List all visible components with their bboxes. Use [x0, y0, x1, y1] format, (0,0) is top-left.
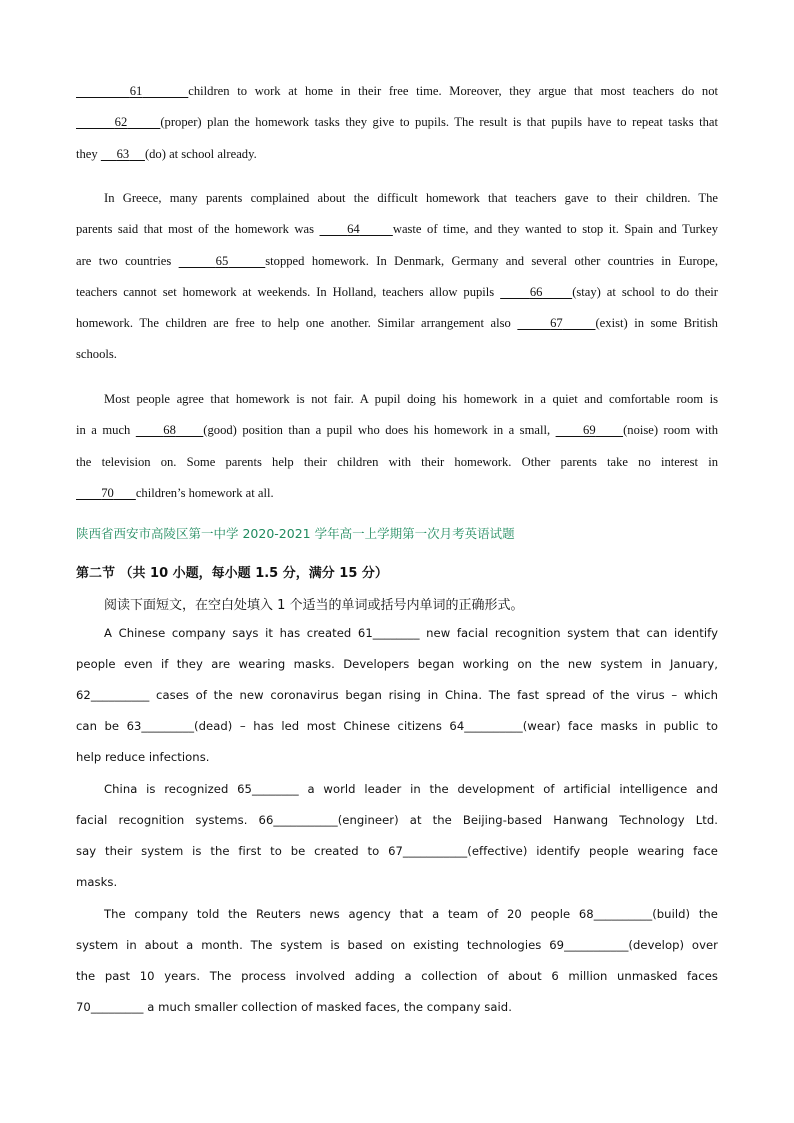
text-line: help reduce infections.: [76, 750, 210, 764]
text-line: A Chinese company says it has created 61________ new facial recognition system that can identify: [104, 626, 718, 640]
text-line: the television on. Some parents help their children with their homework. Other parents take no interest in: [76, 455, 718, 469]
blank-70: 70: [101, 486, 114, 500]
text-line: masks.: [76, 875, 118, 889]
text-line: The company told the Reuters news agency that a team of 20 people 68__________(build) the: [104, 907, 718, 921]
instruction: 阅读下面短文，在空白处填入 1 个适当的单词或括号内单词的正确形式。: [104, 598, 524, 613]
text-line: 62__________ cases of the new coronavirus began rising in China. The fast spread of the virus – which: [76, 688, 718, 702]
blank-66: 66: [529, 285, 543, 299]
text-line: people even if they are wearing masks. Developers began working on the new system in January,: [76, 657, 718, 671]
text-line: the past 10 years. The process involved adding a collection of about 6 million unmasked faces: [76, 969, 718, 983]
blank-61: 61: [129, 84, 143, 98]
text-line: Most people agree that homework is not fair. A pupil doing his homework in a quiet and comfortable room is: [104, 392, 718, 406]
source-title: 陕西省西安市高陵区第一中学 2020-2021 学年高一上学期第一次月考英语试题: [76, 526, 515, 541]
blank-62: 62: [114, 115, 128, 129]
text-line: teachers cannot set homework at weekends. In Holland, teachers allow pupils 66 (stay) at school to do their: [76, 285, 719, 299]
text-line: facial recognition systems. 66___________(engineer) at the Beijing-based Hanwang Technology Ltd.: [76, 813, 718, 827]
text-line: schools.: [76, 347, 117, 361]
text-line: 70_________ a much smaller collection of masked faces, the company said.: [76, 1000, 512, 1014]
blank-64: 64: [347, 222, 360, 236]
text-line: In Greece, many parents complained about the difficult homework that teachers gave to their children. The: [104, 191, 718, 205]
text-line: in a much 68 (good) position than a pupil who does his homework in a small, 69 (noise) room with: [76, 423, 718, 437]
text-line: [76, 115, 718, 130]
text-fragment: (proper) plan the homework tasks they give to pupils. The result is that pupils have to repeat tasks that: [160, 115, 718, 129]
text-line: China is recognized 65________ a world leader in the development of artificial intelligence and: [104, 782, 718, 796]
text-line: homework. The children are free to help one another. Similar arrangement also 67 (exist) in some British: [76, 316, 718, 330]
text-fragment: they: [76, 147, 101, 161]
text-fragment: children to work at home in their free time. Moreover, they argue that most teachers do not: [188, 84, 719, 98]
blank-65: 65: [215, 254, 229, 268]
blank-67: 67: [550, 316, 563, 330]
text-line: 70 children’s homework at all.: [76, 486, 718, 501]
text-line: system in about a month. The system is based on existing technologies 69___________(develop) over: [76, 938, 718, 952]
section-heading: 第二节 （共 10 小题，每小题 1.5 分，满分 15 分）: [76, 566, 388, 581]
text-line: say their system is the first to be created to 67___________(effective) identify people wearing face: [76, 844, 718, 858]
blank-68: 68: [163, 423, 176, 437]
text-line: [76, 84, 718, 99]
text-line: parents said that most of the homework was 64 waste of time, and they wanted to stop it. Spain and Turkey: [76, 222, 718, 236]
text-line: [76, 147, 718, 162]
blank-63: 63: [116, 147, 130, 161]
text-fragment: (do) at school already.: [144, 147, 257, 161]
text-line: can be 63_________(dead) – has led most Chinese citizens 64__________(wear) face masks in public to: [76, 719, 718, 733]
blank-69: 69: [583, 423, 596, 437]
text-line: are two countries 65 stopped homework. In Denmark, Germany and several other countries in Europe,: [76, 254, 719, 268]
